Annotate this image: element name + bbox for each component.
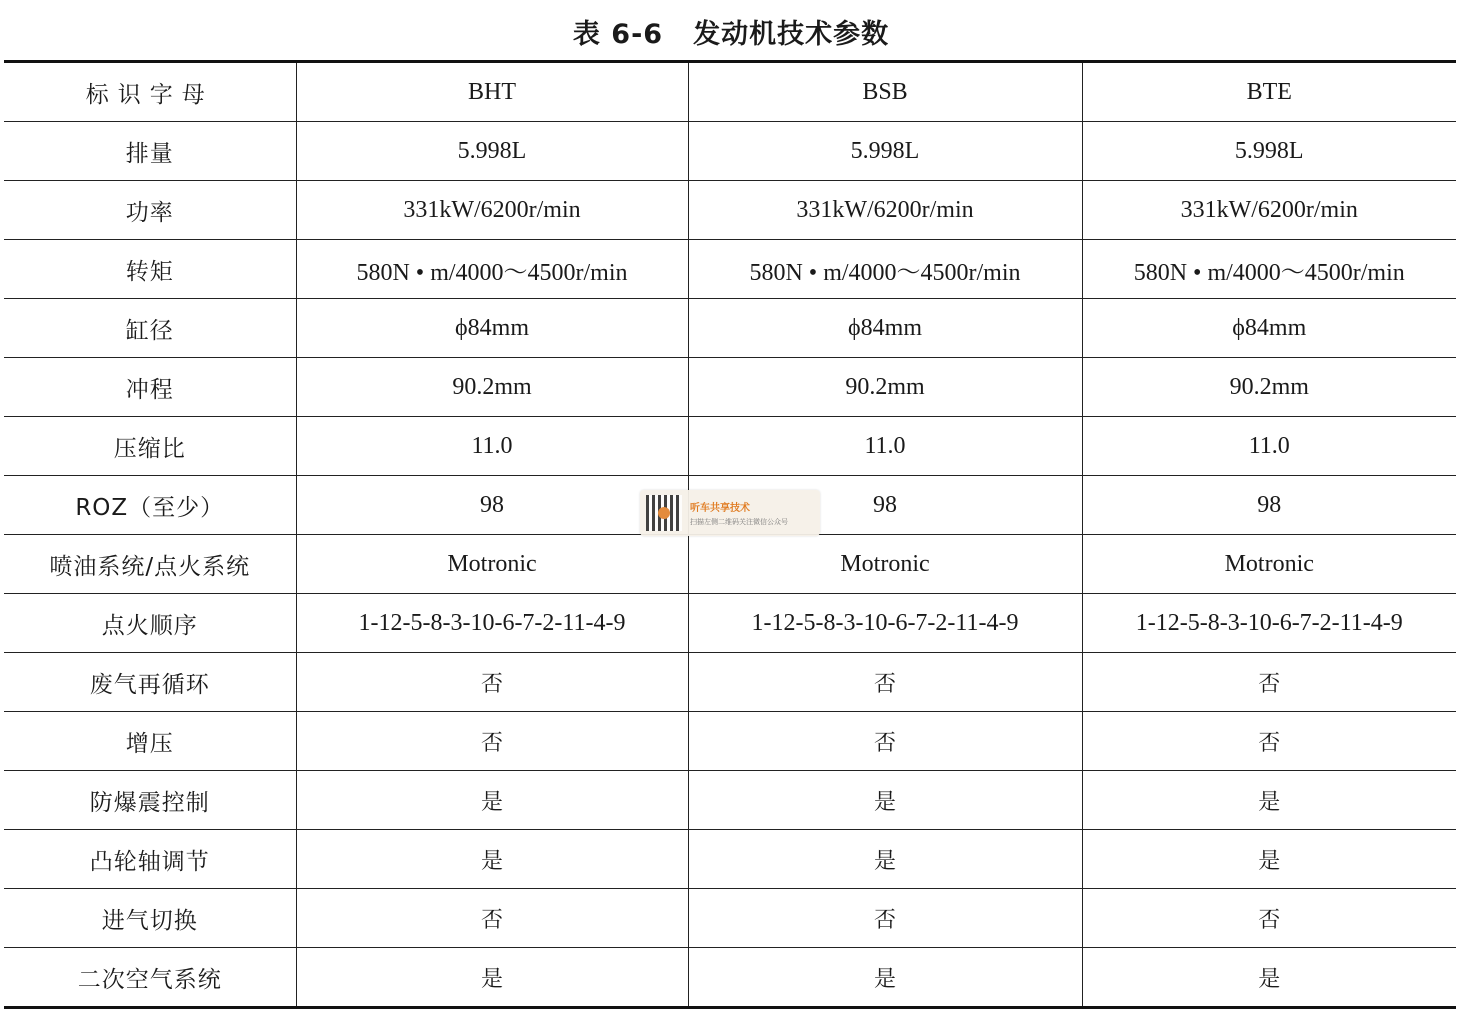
value-cell: 580N • m/4000～4500r/min [688, 240, 1082, 299]
watermark-badge [640, 490, 820, 536]
value-cell: 否 [688, 712, 1082, 771]
value-cell: 否 [1082, 712, 1456, 771]
value-cell: 是 [688, 830, 1082, 889]
row-label-cell: 喷油系统/点火系统 [4, 535, 296, 594]
value-cell: 是 [296, 830, 688, 889]
table-row [4, 181, 1456, 240]
value-cell: 否 [296, 889, 688, 948]
table-row [4, 299, 1456, 358]
value-cell: 5.998L [296, 122, 688, 181]
value-cell: 5.998L [688, 122, 1082, 181]
page-title [0, 12, 1462, 51]
row-label-cell: 二次空气系统 [4, 948, 296, 1008]
table-number: 表 6-6 [572, 19, 664, 50]
value-cell: 98 [688, 476, 1082, 535]
value-cell: 否 [1082, 889, 1456, 948]
value-cell: 1-12-5-8-3-10-6-7-2-11-4-9 [688, 594, 1082, 653]
header-cell-bsb: BSB [688, 62, 1082, 122]
value-cell: 331kW/6200r/min [296, 181, 688, 240]
table-title: 发动机技术参数 [693, 19, 890, 50]
row-label-cell: 增压 [4, 712, 296, 771]
table-row [4, 358, 1456, 417]
value-cell: 1-12-5-8-3-10-6-7-2-11-4-9 [1082, 594, 1456, 653]
header-row [4, 62, 1456, 122]
table-row [4, 122, 1456, 181]
table-row [4, 889, 1456, 948]
value-cell: 是 [1082, 830, 1456, 889]
header-cell-bte: BTE [1082, 62, 1456, 122]
row-label-cell: 冲程 [4, 358, 296, 417]
value-cell: 否 [296, 712, 688, 771]
value-cell: 580N • m/4000～4500r/min [1082, 240, 1456, 299]
row-label-cell: 转矩 [4, 240, 296, 299]
row-label-cell: ROZ（至少） [4, 476, 296, 535]
value-cell: 90.2mm [296, 358, 688, 417]
row-label-cell: 废气再循环 [4, 653, 296, 712]
value-cell: 580N • m/4000～4500r/min [296, 240, 688, 299]
value-cell: ϕ84mm [688, 299, 1082, 358]
table-row [4, 240, 1456, 299]
row-label-cell: 点火顺序 [4, 594, 296, 653]
row-label-cell: 缸径 [4, 299, 296, 358]
value-cell: 98 [296, 476, 688, 535]
value-cell: ϕ84mm [296, 299, 688, 358]
table-row [4, 948, 1456, 1008]
value-cell: 90.2mm [1082, 358, 1456, 417]
value-cell: 否 [296, 653, 688, 712]
table-row [4, 594, 1456, 653]
table-row [4, 653, 1456, 712]
value-cell: 11.0 [296, 417, 688, 476]
table-row [4, 771, 1456, 830]
watermark-title: 听车共享技术 [690, 503, 750, 514]
value-cell: 98 [1082, 476, 1456, 535]
value-cell: 11.0 [1082, 417, 1456, 476]
value-cell: Motronic [688, 535, 1082, 594]
table-row [4, 417, 1456, 476]
row-label-cell: 功率 [4, 181, 296, 240]
value-cell: ϕ84mm [1082, 299, 1456, 358]
header-cell-bht: BHT [296, 62, 688, 122]
row-label-cell: 防爆震控制 [4, 771, 296, 830]
value-cell: Motronic [296, 535, 688, 594]
value-cell: 否 [688, 889, 1082, 948]
row-label-cell: 排量 [4, 122, 296, 181]
row-label-cell: 进气切换 [4, 889, 296, 948]
value-cell: 是 [296, 771, 688, 830]
row-label-cell: 凸轮轴调节 [4, 830, 296, 889]
value-cell: 否 [1082, 653, 1456, 712]
value-cell: 是 [688, 771, 1082, 830]
value-cell: 5.998L [1082, 122, 1456, 181]
value-cell: 是 [1082, 948, 1456, 1008]
value-cell: 是 [688, 948, 1082, 1008]
qr-code-icon [646, 495, 682, 531]
header-label-cell: 标识字母 [4, 62, 296, 122]
value-cell: 是 [1082, 771, 1456, 830]
value-cell: 否 [688, 653, 1082, 712]
value-cell: 11.0 [688, 417, 1082, 476]
value-cell: 331kW/6200r/min [688, 181, 1082, 240]
value-cell: 1-12-5-8-3-10-6-7-2-11-4-9 [296, 594, 688, 653]
value-cell: 90.2mm [688, 358, 1082, 417]
value-cell: 331kW/6200r/min [1082, 181, 1456, 240]
row-label-cell: 压缩比 [4, 417, 296, 476]
value-cell: Motronic [1082, 535, 1456, 594]
table-row [4, 830, 1456, 889]
table-row [4, 712, 1456, 771]
watermark-subtitle: 扫描左侧二维码关注微信公众号 [690, 518, 788, 526]
table-row [4, 535, 1456, 594]
value-cell: 是 [296, 948, 688, 1008]
